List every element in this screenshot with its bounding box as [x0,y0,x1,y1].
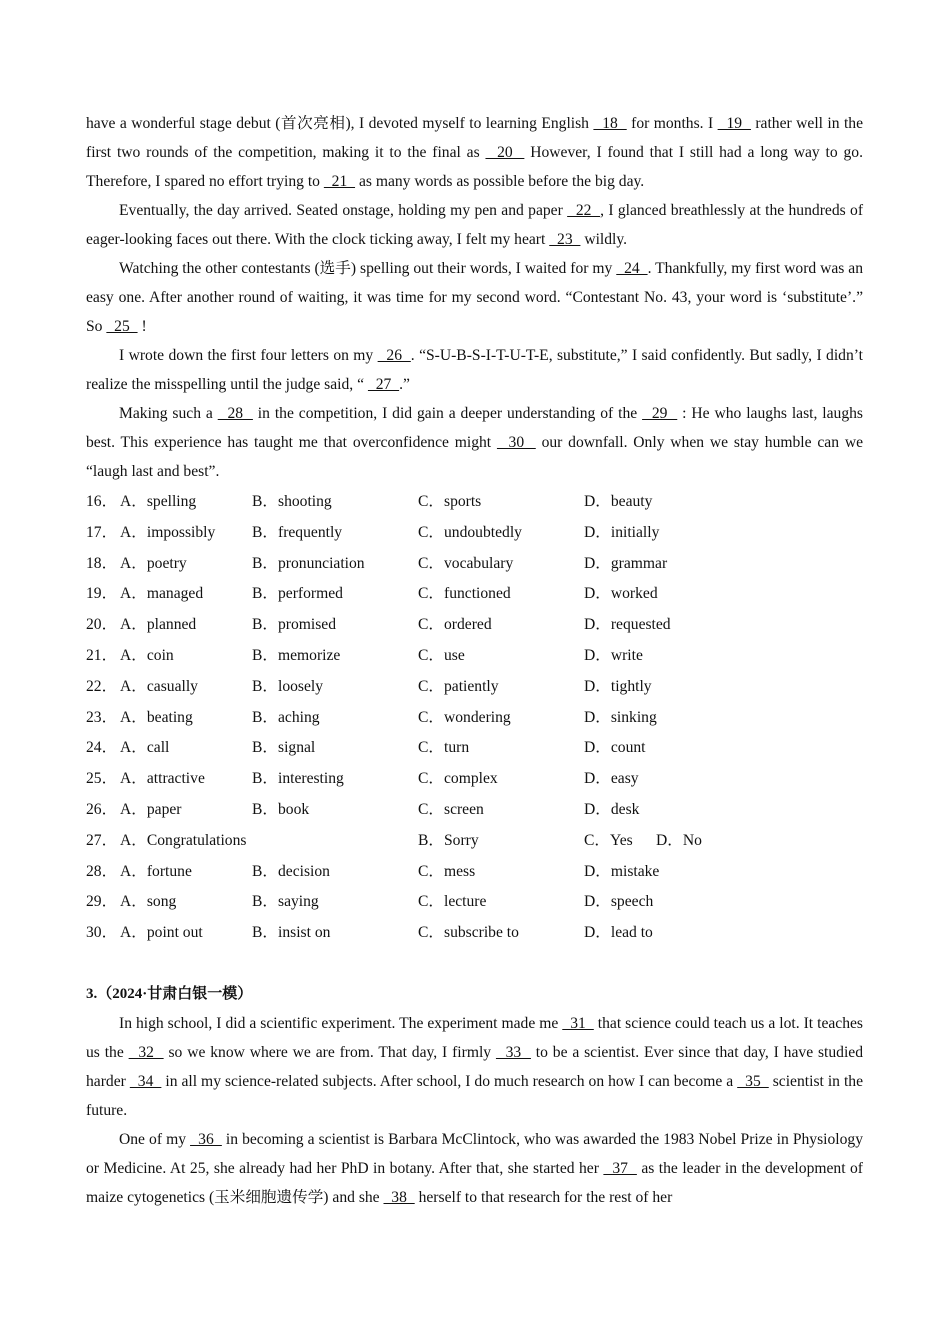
question-number: 30． [86,924,118,942]
blank-25: 25 [106,318,138,335]
text-segment: as the leader in the development of maize cytogenetics (玉米细胞遗传学) and she [86,1159,864,1206]
text-segment: Eventually, the day arrived. Seated onstage, holding my pen and paper [119,202,568,219]
option-d: D．No [656,831,702,849]
option-b: B．book [252,800,310,818]
blank-33: 33 [495,1043,531,1061]
question-number: 21． [86,646,118,664]
blank-28: 28 [217,405,253,422]
option-a: A．attractive [120,770,205,788]
option-a: A．poetry [120,554,187,572]
paragraph [86,341,863,399]
option-c: C．vocabulary [418,554,514,572]
option-b: B．insist on [252,924,331,942]
option-c: C．functioned [418,585,511,603]
option-b: B．loosely [252,677,324,695]
blank-30: 30 [496,434,536,451]
text-segment: Watching the other contestants (选手) spelling out their words, I waited for my [119,260,617,277]
option-a: A．paper [120,800,182,818]
option-a: A．point out [120,924,203,942]
paragraph [86,1125,863,1212]
question-row [86,795,863,826]
option-c: C．wondering [418,708,511,726]
option-a: A．managed [120,585,204,603]
question-number: 27． [86,831,118,849]
question-row [86,733,863,764]
question-row [86,918,863,949]
option-d: D．easy [584,770,639,788]
option-b: B．memorize [252,646,341,664]
text-segment: rather well in the first two rounds of the competition, making it to the final as [86,115,864,161]
question-row [86,549,863,580]
option-a: A．Congratulations [120,831,247,849]
blank-31: 31 [562,1014,594,1032]
text-segment: . Thankfully, my first word was an easy one. After another round of waiting, it was time for my second word. “Contestant No. 43, your word is ‘substitute’.” So [86,260,864,335]
text-segment: our downfall. Only when we stay humble can we “laugh last and best”. [86,434,863,480]
question-number: 19． [86,585,118,603]
option-c: C．undoubtedly [418,523,522,541]
blank-38: 38 [383,1188,415,1206]
text-segment: to be a scientist. Ever since that day, I have studied harder [86,1043,864,1090]
option-a: A．planned [120,616,197,634]
passage-2-text [86,109,863,486]
option-c: C．use [418,646,465,664]
option-c: C．turn [418,739,470,757]
text-segment: in becoming a scientist is Barbara McClintock, who was awarded the 1983 Nobel Prize in Physiology or Medicine. At 25, she already had her PhD in botany. After that, she started her [86,1130,864,1177]
blank-21: 21 [323,173,356,190]
option-d: D．worked [584,585,658,603]
blank-23: 23 [549,231,581,248]
section-heading: 3.（2024·甘肃白银一模） [86,985,253,1002]
option-b: B．performed [252,585,343,603]
question-number: 17． [86,523,118,541]
option-d: D．speech [584,893,654,911]
option-d: D．requested [584,616,671,634]
option-d: D．count [584,739,646,757]
question-row [86,703,863,734]
text-segment: .” [399,376,410,393]
option-c: C．complex [418,770,498,788]
question-number: 26． [86,800,118,818]
question-row [86,764,863,795]
option-a: A．coin [120,646,174,664]
option-a: A．impossibly [120,523,216,541]
document-page [86,109,863,1212]
option-c: C．patiently [418,677,499,695]
option-d: D．lead to [584,924,653,942]
paragraph [86,254,863,341]
text-segment: for months. I [626,115,718,132]
question-row [86,887,863,918]
question-number: 29． [86,893,118,911]
option-a: A．fortune [120,862,192,880]
text-segment: One of my [119,1130,191,1148]
text-segment: : He who laughs last, laughs best. This experience has taught me that overconfidence might [86,405,863,451]
text-segment: as many words as possible before the big day. [355,173,645,190]
option-c: C．sports [418,493,482,510]
option-c: C．screen [418,800,484,818]
paragraph [86,399,863,486]
paragraph [86,196,863,254]
text-segment: scientist in the future. [86,1072,864,1119]
text-segment: in the competition, I did gain a deeper understanding of the [252,405,643,422]
blank-34: 34 [129,1072,162,1090]
question-row [86,826,863,857]
question-row [86,857,863,888]
blank-27: 27 [367,376,400,393]
option-a: A．casually [120,677,198,695]
text-segment: herself to that research for the rest of her [414,1188,673,1206]
question-number: 24． [86,739,118,757]
text-segment: ! [137,318,147,335]
option-c: C．Yes [584,831,633,849]
option-b: B．interesting [252,770,344,788]
question-number: 20． [86,616,118,634]
option-a: A．spelling [120,493,197,510]
text-segment: that science could teach us a lot. It teaches us the [86,1014,863,1061]
blank-18: 18 [593,115,627,132]
options-list [86,487,863,949]
question-row [86,487,863,518]
question-number: 25． [86,770,118,788]
option-b: B．Sorry [418,831,479,849]
paragraph [86,1009,863,1125]
question-row [86,641,863,672]
option-d: D．initially [584,523,660,541]
blank-20: 20 [485,144,525,161]
option-d: D．write [584,646,643,664]
option-d: D．sinking [584,708,657,726]
question-number: 22． [86,677,118,695]
question-number: 18． [86,554,118,572]
option-d: D．grammar [584,554,668,572]
text-segment: I wrote down the first four letters on my [119,347,378,364]
blank-24: 24 [616,260,648,277]
blank-32: 32 [128,1043,164,1061]
blank-29: 29 [642,405,678,422]
option-d: D．desk [584,800,640,818]
option-b: B．pronunciation [252,554,365,572]
text-segment: , I glanced breathlessly at the hundreds of eager-looking faces out there. With the clock ticking away, I felt my heart [86,202,864,248]
blank-35: 35 [737,1072,769,1090]
text-segment: so we know where we are from. That day, I firmly [163,1043,496,1061]
question-number: 16． [86,493,118,510]
blank-26: 26 [377,347,411,364]
text-segment: in all my science-related subjects. After school, I do much research on how I can become a [161,1072,738,1090]
passage-3-text [86,1009,863,1212]
question-number: 28． [86,862,118,880]
option-b: B．shooting [252,493,332,510]
option-c: C．subscribe to [418,924,519,942]
option-b: B．aching [252,708,320,726]
option-d: D．tightly [584,677,652,695]
text-segment: wildly. [580,231,628,248]
question-row [86,579,863,610]
blank-19: 19 [717,115,751,132]
option-a: A．song [120,893,177,911]
option-d: D．beauty [584,493,653,510]
blank-37: 37 [603,1159,637,1177]
option-c: C．mess [418,862,476,880]
text-segment: . “S-U-B-S-I-T-U-T-E, substitute,” I said confidently. But sadly, I didn’t realize the misspelling until the judge said, “ [86,347,864,393]
blank-22: 22 [567,202,601,219]
question-row [86,672,863,703]
option-b: B．saying [252,893,319,911]
question-row [86,610,863,641]
question-number: 23． [86,708,118,726]
option-a: A．beating [120,708,193,726]
option-c: C．ordered [418,616,492,634]
option-b: B．signal [252,739,316,757]
option-b: B．decision [252,862,330,880]
option-c: C．lecture [418,893,487,911]
question-row [86,518,863,549]
option-b: B．frequently [252,523,343,541]
text-segment: In high school, I did a scientific experiment. The experiment made me [119,1014,563,1032]
text-segment: Making such a [119,405,218,422]
text-segment: have a wonderful stage debut (首次亮相), I devoted myself to learning English [86,115,594,132]
text-segment: However, I found that I still had a long way to go. Therefore, I spared no effort trying to [86,144,864,190]
blank-36: 36 [190,1130,222,1148]
option-b: B．promised [252,616,337,634]
option-a: A．call [120,739,170,757]
paragraph [86,109,863,196]
option-d: D．mistake [584,862,660,880]
